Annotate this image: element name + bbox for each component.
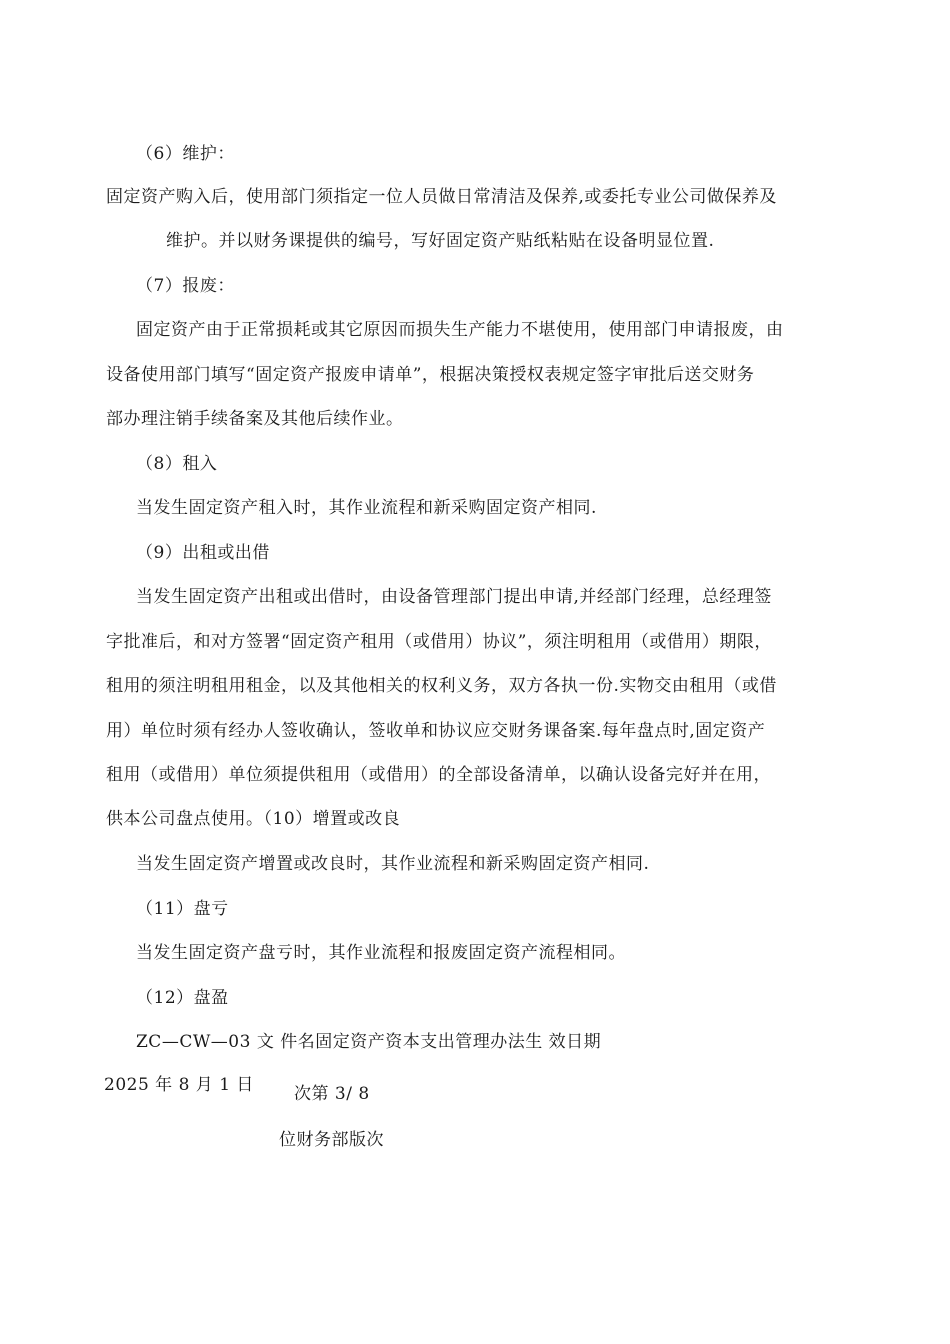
footer-effective-date: 2025 年 8 月 1 日	[104, 1075, 254, 1095]
section-7-line-1: 固定资产由于正常损耗或其它原因而损失生产能力不堪使用，使用部门申请报废，由	[136, 320, 784, 340]
section-6-heading: （6）维护：	[136, 144, 235, 164]
section-9-line-3: 租用的须注明租用租金，以及其他相关的权利义务，双方各执一份.实物交由租用（或借	[106, 676, 777, 696]
section-9-line-6: 供本公司盘点使用。（10）增置或改良	[106, 809, 401, 829]
section-7-line-2: 设备使用部门填写“固定资产报废申请单”，根据决策授权表规定签字审批后送交财务	[106, 365, 755, 385]
section-6-line-2: 维护。并以财务课提供的编号，写好固定资产贴纸粘贴在设备明显位置.	[166, 231, 715, 251]
section-8-line-1: 当发生固定资产租入时，其作业流程和新采购固定资产相同.	[136, 498, 597, 518]
section-6-line-1: 固定资产购入后，使用部门须指定一位人员做日常清洁及保养,或委托专业公司做保养及	[106, 187, 777, 207]
section-12-heading: （12）盘盈	[136, 988, 229, 1008]
section-7-line-3: 部办理注销手续备案及其他后续作业。	[106, 409, 404, 429]
footer-department: 位财务部版次	[279, 1130, 384, 1150]
section-7-heading: （7）报废：	[136, 276, 235, 296]
section-10-line-1: 当发生固定资产增置或改良时，其作业流程和新采购固定资产相同.	[136, 854, 650, 874]
footer-doc-info: ZC—CW—03 文 件名固定资产资本支出管理办法生 效日期	[136, 1032, 602, 1052]
section-8-heading: （8）租入	[136, 454, 218, 474]
section-9-line-4: 用）单位时须有经办人签收确认，签收单和协议应交财务课备案.每年盘点时,固定资产	[106, 721, 766, 741]
section-9-line-2: 字批准后，和对方签署“固定资产租用（或借用）协议”，须注明租用（或借用）期限，	[106, 632, 772, 652]
section-9-line-1: 当发生固定资产出租或出借时，由设备管理部门提出申请,并经部门经理，总经理签	[136, 587, 772, 607]
section-11-line-1: 当发生固定资产盘亏时，其作业流程和报废固定资产流程相同。	[136, 943, 626, 963]
section-9-line-5: 租用（或借用）单位须提供租用（或借用）的全部设备清单，以确认设备完好并在用，	[106, 765, 771, 785]
section-11-heading: （11）盘亏	[136, 899, 229, 919]
footer-page-number: 次第 3/ 8	[294, 1084, 370, 1104]
section-9-heading: （9）出租或出借	[136, 543, 270, 563]
